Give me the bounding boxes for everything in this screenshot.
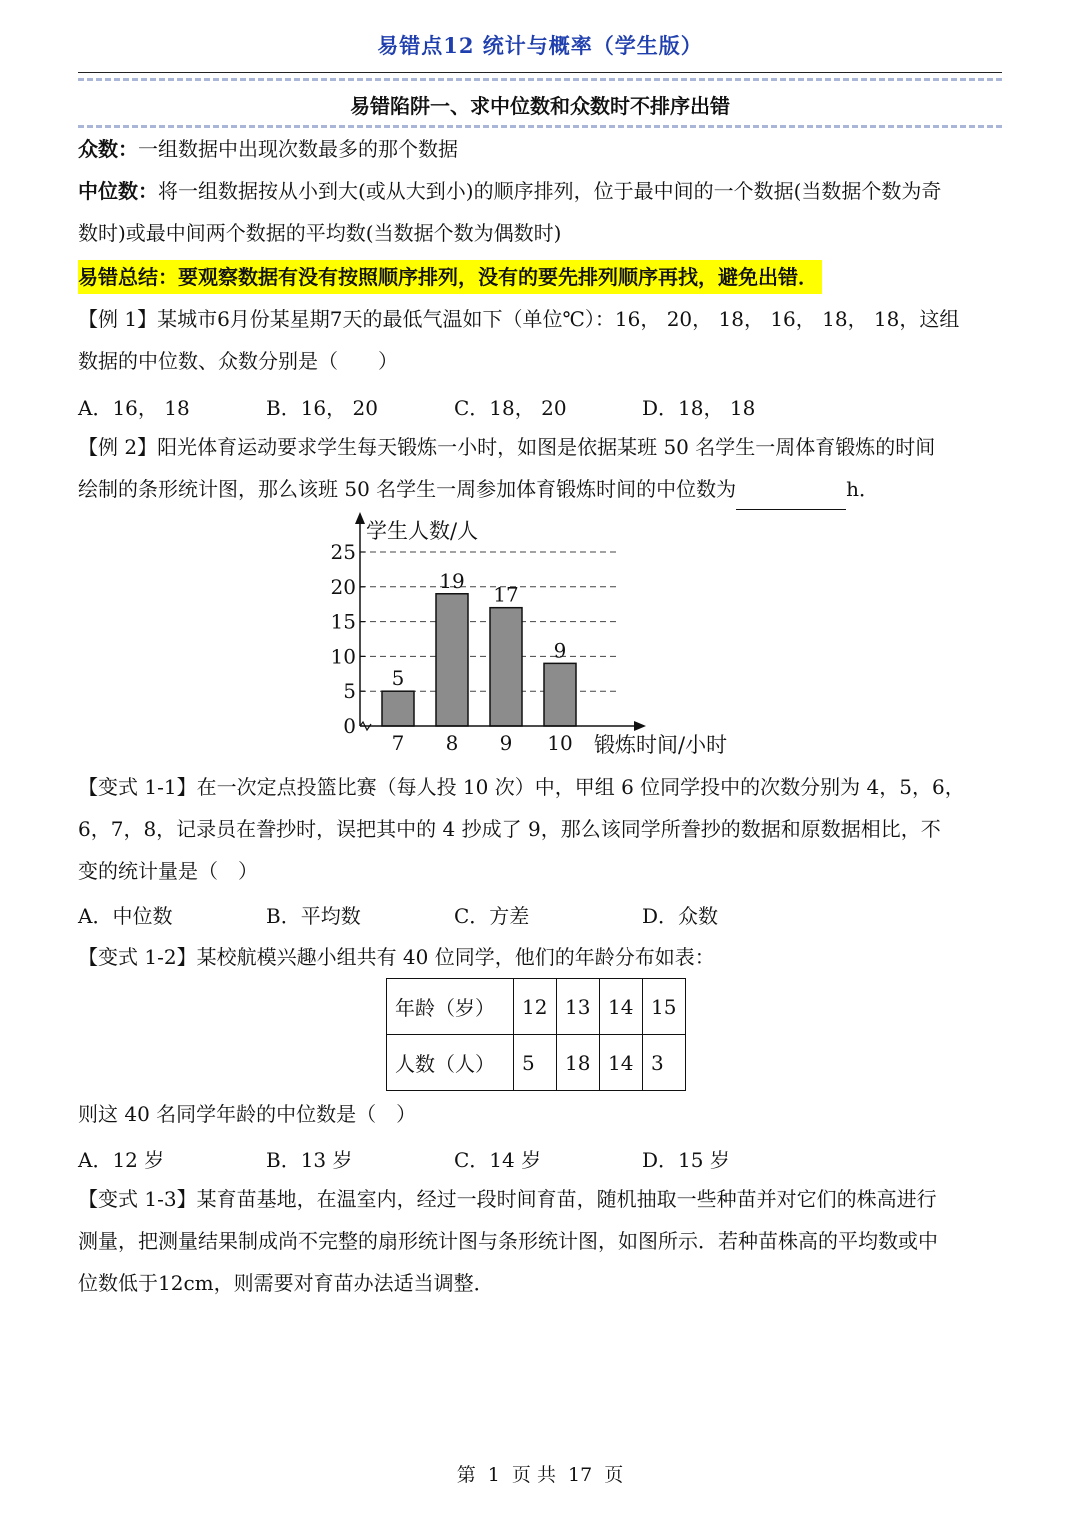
variant1-3-line3: 位数低于12cm，则需要对育苗办法适当调整． xyxy=(78,1271,494,1295)
bar-value-label: 19 xyxy=(439,568,465,593)
y-tick-label: 10 xyxy=(330,644,356,669)
variant1-2-option-a: A．12 岁 xyxy=(78,1148,165,1172)
bar xyxy=(382,691,414,726)
variant1-2-question-end xyxy=(78,1093,1002,1135)
age-cell: 13 xyxy=(557,979,600,1035)
variant1-3-line2: 测量，把测量结果制成尚不完整的扇形统计图与条形统计图，如图所示．若种苗株高的平均数或中 xyxy=(78,1229,938,1253)
example1-option-c: C．18， 20 xyxy=(454,396,567,420)
bar-value-label: 5 xyxy=(391,666,405,691)
section-top-divider xyxy=(78,78,1002,81)
median-label: 中位数： xyxy=(78,179,158,203)
variant1-1-line1: 【变式 1-1】在一次定点投篮比赛（每人投 10 次）中，甲组 6 位同学投中的次数分别为 4，5，6， xyxy=(78,775,965,799)
example2-unit: h． xyxy=(846,477,880,501)
age-distribution-table xyxy=(386,978,686,1091)
age-row-label: 年龄（岁） xyxy=(387,979,514,1035)
footer-mid: 页 共 xyxy=(511,1464,556,1486)
variant1-2-option-c: C．14 岁 xyxy=(454,1148,542,1172)
header-rule xyxy=(78,72,1002,73)
example2-question xyxy=(78,426,1002,510)
table-row-age xyxy=(387,979,686,1035)
section-title: 易错陷阱一、求中位数和众数时不排序出错 xyxy=(350,94,730,118)
y-tick-label: 15 xyxy=(330,609,356,634)
median-text-line1: 将一组数据按从小到大(或从大到小)的顺序排列，位于最中间的一个数据(当数据个数为奇 xyxy=(158,179,942,203)
y-tick-label: 0 xyxy=(343,714,356,738)
page-footer xyxy=(0,1460,1080,1487)
error-summary-highlight: 易错总结：要观察数据有没有按照顺序排列，没有的要先排列顺序再找，避免出错． xyxy=(78,260,822,294)
variant1-1-options xyxy=(78,900,1002,930)
x-tick-label: 10 xyxy=(547,731,573,755)
example1-line1: 【例 1】某城市6月份某星期7天的最低气温如下（单位℃）：16， 20， 18， 16， 18， 18，这组 xyxy=(78,307,960,331)
variant1-3-question xyxy=(78,1178,1002,1304)
x-axis-arrow xyxy=(634,721,646,731)
example1-options xyxy=(78,392,1002,422)
y-axis-label: 学生人数/人 xyxy=(366,519,479,543)
variant1-1-option-a: A．中位数 xyxy=(78,904,173,928)
y-tick-label: 25 xyxy=(330,540,356,564)
variant1-1-line3: 变的统计量是（ ） xyxy=(78,859,258,883)
bar-chart-svg xyxy=(320,510,760,760)
footer-prefix: 第 xyxy=(456,1464,476,1486)
footer-suffix: 页 xyxy=(604,1464,624,1486)
footer-total-pages: 17 xyxy=(568,1464,593,1486)
count-row-label: 人数（人） xyxy=(387,1035,514,1091)
variant1-2-line1: 【变式 1-2】某校航模兴趣小组共有 40 位同学，他们的年龄分布如表： xyxy=(78,945,715,969)
mode-text: 一组数据中出现次数最多的那个数据 xyxy=(138,137,458,161)
median-text-line2: 数时)或最中间两个数据的平均数(当数据个数为偶数时) xyxy=(78,221,562,245)
bar xyxy=(544,663,576,726)
example2-line2: 绘制的条形统计图，那么该班 50 名学生一周参加体育锻炼时间的中位数为 xyxy=(78,477,737,501)
age-cell: 12 xyxy=(514,979,557,1035)
variant1-2-option-b: B．13 岁 xyxy=(266,1148,353,1172)
mode-label: 众数： xyxy=(78,137,138,161)
age-cell: 15 xyxy=(643,979,686,1035)
x-tick-label: 9 xyxy=(499,731,513,755)
mode-definition xyxy=(78,128,1002,170)
bar xyxy=(436,594,468,726)
variant1-2-options xyxy=(78,1144,1002,1174)
y-axis-arrow xyxy=(355,512,365,524)
error-summary xyxy=(78,256,1002,298)
x-tick-label: 7 xyxy=(391,731,405,755)
bar-value-label: 9 xyxy=(553,638,567,663)
variant1-1-question xyxy=(78,766,1002,892)
y-tick-label: 20 xyxy=(330,574,356,599)
document-header-title: 易错点12 统计与概率（学生版） xyxy=(377,33,703,58)
variant1-2-question xyxy=(78,936,1002,978)
bar-value-label: 17 xyxy=(493,582,519,607)
count-cell: 18 xyxy=(557,1035,600,1091)
count-cell: 3 xyxy=(643,1035,686,1091)
bar-chart xyxy=(320,510,760,760)
variant1-2-question: 则这 40 名同学年龄的中位数是（ ） xyxy=(78,1102,417,1126)
count-cell: 14 xyxy=(600,1035,643,1091)
variant1-1-option-b: B．平均数 xyxy=(266,904,361,928)
table-row-count xyxy=(387,1035,686,1091)
example1-option-b: B．16， 20 xyxy=(266,396,378,420)
variant1-2-option-d: D．15 岁 xyxy=(642,1148,730,1172)
variant1-1-line2: 6，7，8，记录员在誊抄时，误把其中的 4 抄成了 9，那么该同学所誊抄的数据和原数据相比，不 xyxy=(78,817,941,841)
count-cell: 5 xyxy=(514,1035,557,1091)
y-tick-label: 5 xyxy=(343,679,356,704)
example1-line2: 数据的中位数、众数分别是（ ） xyxy=(78,349,398,373)
example2-line1: 【例 2】阳光体育运动要求学生每天锻炼一小时，如图是依据某班 50 名学生一周体育锻炼的时间 xyxy=(78,435,936,459)
x-tick-label: 8 xyxy=(445,731,459,755)
bar xyxy=(490,608,522,726)
variant1-1-option-d: D．众数 xyxy=(642,904,719,928)
x-axis-label: 锻炼时间/小时 xyxy=(594,733,728,757)
age-cell: 14 xyxy=(600,979,643,1035)
variant1-1-option-c: C．方差 xyxy=(454,904,530,928)
median-definition xyxy=(78,170,1002,254)
footer-page-number: 1 xyxy=(487,1464,500,1486)
answer-blank xyxy=(736,485,846,510)
example1-question xyxy=(78,298,1002,382)
example1-option-d: D．18， 18 xyxy=(642,396,756,420)
variant1-3-line1: 【变式 1-3】某育苗基地，在温室内，经过一段时间育苗，随机抽取一些种苗并对它们的株高进行 xyxy=(78,1187,937,1211)
example1-option-a: A．16， 18 xyxy=(78,396,190,420)
